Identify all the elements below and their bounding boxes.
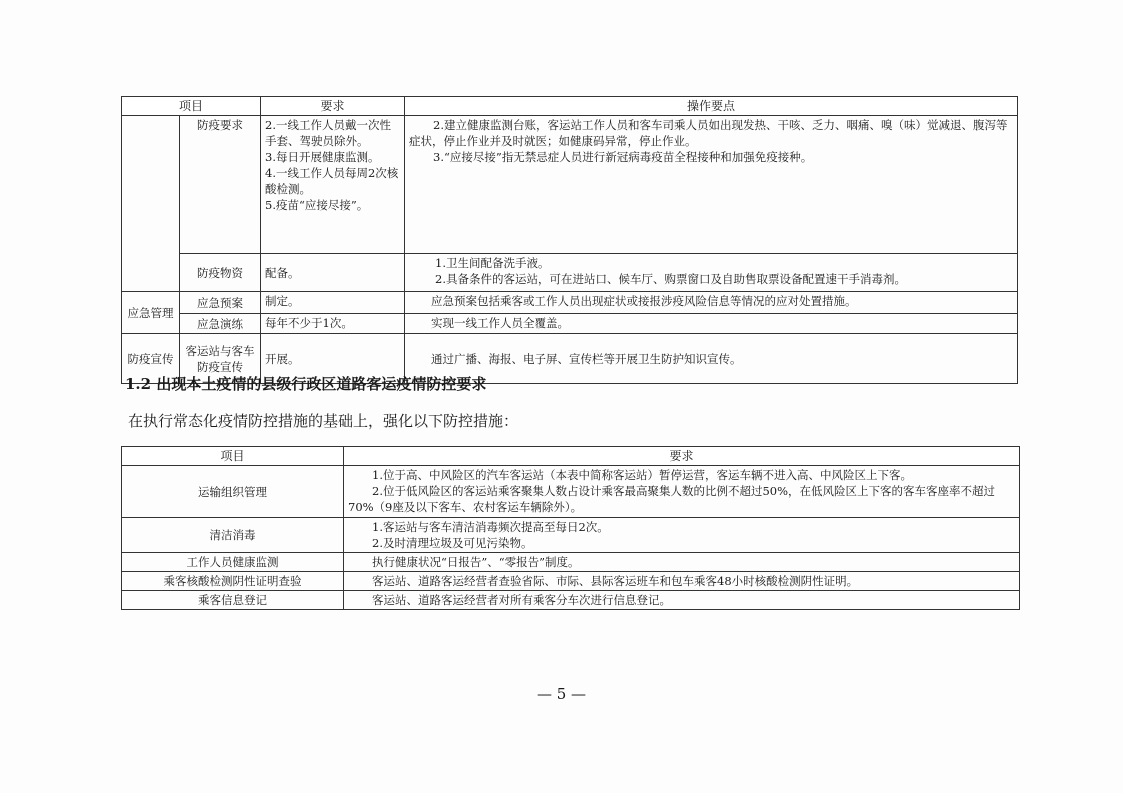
- requirement-cell: 执行健康状况“日报告”、“零报告”制度。: [344, 553, 1020, 572]
- table-row: [122, 254, 1018, 292]
- header-item: 项目: [122, 447, 344, 466]
- requirement-line: 4.一线工作人员每周2次核酸检测。: [265, 166, 399, 196]
- prevention-table: [121, 96, 1018, 384]
- section-heading: 1.2 出现本土疫情的县级行政区道路客运疫情防控要求: [125, 375, 487, 393]
- table-row: [122, 314, 1018, 334]
- requirement-line: 2.位于低风险区的客运站乘客聚集人数占设计乘客最高聚集人数的比例不超过50%，在低风险区上下客的客车客座率不超过70%（9座及以下客车、农村客运车辆除外）。: [348, 484, 996, 514]
- item-cell: 客运站与客车防疫宣传: [180, 334, 261, 384]
- requirement-cell: [261, 116, 405, 254]
- points-cell: [405, 254, 1018, 292]
- local-outbreak-table: [121, 446, 1020, 610]
- requirement-cell: 客运站、道路客运经营者查验省际、市际、县际客运班车和包车乘客48小时核酸检测阴性证明。: [344, 572, 1020, 591]
- points-cell: 应急预案包括乘客或工作人员出现症状或接报涉疫风险信息等情况的应对处置措施。: [405, 292, 1018, 314]
- table-row: [122, 553, 1020, 572]
- table-row: [122, 591, 1020, 610]
- header-item: 项目: [122, 97, 261, 116]
- item-cell: 应急预案: [180, 292, 261, 314]
- item-cell: 清洁消毒: [122, 518, 344, 553]
- item-cell: 应急演练: [180, 314, 261, 334]
- requirement-line: 3.每日开展健康监测。: [265, 150, 380, 164]
- requirement-cell: [344, 466, 1020, 518]
- group-cell: [122, 116, 180, 292]
- requirement-cell: 每年不少于1次。: [261, 314, 405, 334]
- points-line: 2.具备条件的客运站，可在进站口、候车厅、购票窗口及自助售取票设备配置速干手消毒剂。: [435, 272, 906, 286]
- points-cell: 通过广播、海报、电子屏、宣传栏等开展卫生防护知识宣传。: [405, 334, 1018, 384]
- requirement-cell: 配备。: [261, 254, 405, 292]
- header-requirement: 要求: [344, 447, 1020, 466]
- points-line: 1.卫生间配备洗手液。: [435, 256, 550, 270]
- requirement-cell: [344, 518, 1020, 553]
- table-row: [122, 518, 1020, 553]
- points-cell: [405, 116, 1018, 254]
- requirement-cell: 制定。: [261, 292, 405, 314]
- table-row: [122, 572, 1020, 591]
- requirement-line: 2.及时清理垃圾及可见污染物。: [372, 536, 533, 550]
- requirement-cell: 客运站、道路客运经营者对所有乘客分车次进行信息登记。: [344, 591, 1020, 610]
- intro-paragraph: 在执行常态化疫情防控措施的基础上，强化以下防控措施：: [128, 412, 519, 430]
- item-cell: 乘客核酸检测阴性证明查验: [122, 572, 344, 591]
- table-header-row: [122, 447, 1020, 466]
- table-row: [122, 466, 1020, 518]
- item-cell: 工作人员健康监测: [122, 553, 344, 572]
- header-points: 操作要点: [405, 97, 1018, 116]
- group-cell: 应急管理: [122, 292, 180, 334]
- table-header-row: [122, 97, 1018, 116]
- item-cell: 运输组织管理: [122, 466, 344, 518]
- points-cell: 实现一线工作人员全覆盖。: [405, 314, 1018, 334]
- item-cell: 防疫物资: [180, 254, 261, 292]
- table-row: [122, 116, 1018, 254]
- requirement-cell: 开展。: [261, 334, 405, 384]
- item-cell: 乘客信息登记: [122, 591, 344, 610]
- group-cell: 防疫宣传: [122, 334, 180, 384]
- header-requirement: 要求: [261, 97, 405, 116]
- page-number: — 5 —: [536, 685, 587, 703]
- requirement-line: 1.客运站与客车清洁消毒频次提高至每日2次。: [372, 520, 609, 534]
- item-cell: 防疫要求: [180, 116, 261, 254]
- requirement-line: 5.疫苗“应接尽接”。: [265, 198, 369, 212]
- table-row: [122, 292, 1018, 314]
- points-line: 3.“应接尽接”指无禁忌症人员进行新冠病毒疫苗全程接种和加强免疫接种。: [433, 150, 813, 164]
- requirement-line: 1.位于高、中风险区的汽车客运站（本表中简称客运站）暂停运营，客运车辆不进入高、中风险区上下客。: [372, 468, 912, 482]
- points-line: 2.建立健康监测台账，客运站工作人员和客车司乘人员如出现发热、干咳、乏力、咽痛、嗅（味）觉减退、腹泻等症状，停止作业并及时就医；如健康码异常，停止作业。: [409, 118, 1008, 148]
- requirement-line: 2.一线工作人员戴一次性手套、驾驶员除外。: [265, 118, 391, 148]
